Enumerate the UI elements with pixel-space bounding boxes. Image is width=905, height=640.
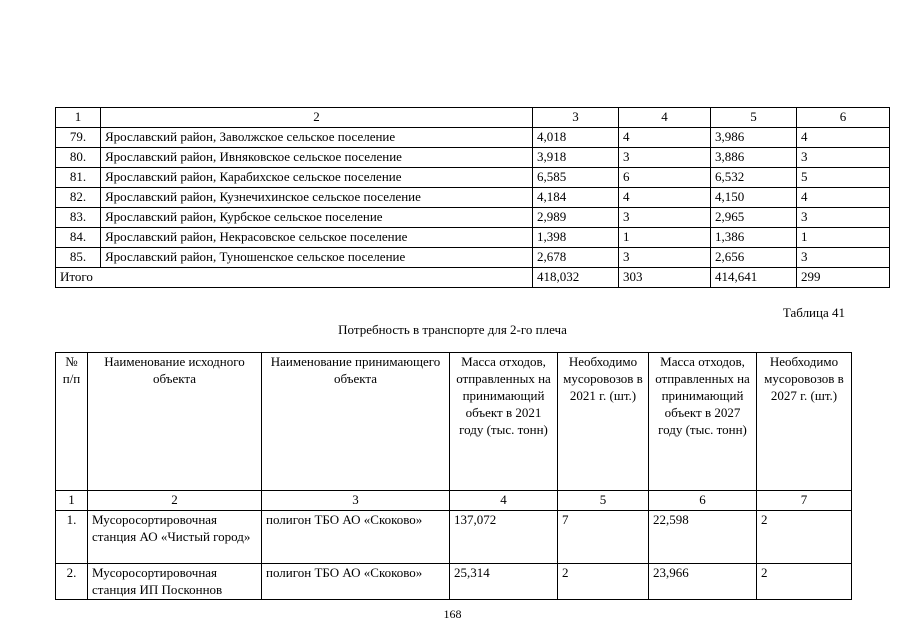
cell-value: 2,965 [711,208,797,228]
table-1-header-cell: 4 [619,108,711,128]
table-row [56,248,890,268]
cell-value: 2,678 [533,248,619,268]
total-value: 414,641 [711,268,797,288]
table-1-header-cell: 3 [533,108,619,128]
table-1-header-row [56,108,890,128]
cell-value: 4 [619,188,711,208]
table-1 [55,107,890,288]
cell-value: 3 [619,248,711,268]
target-object: полигон ТБО АО «Скоково» [262,511,450,564]
trucks-2021: 2 [558,564,649,600]
column-number: 4 [450,491,558,511]
total-value: 299 [797,268,890,288]
table-2-header-cell: Масса отходов, отправленных на принимающий объект в 2027 году (тыс. тонн) [649,353,757,491]
mass-2027: 23,966 [649,564,757,600]
mass-2021: 25,314 [450,564,558,600]
table-row [56,208,890,228]
total-row [56,268,890,288]
table-2-header-cell: Масса отходов, отправленных на принимающий объект в 2021 году (тыс. тонн) [450,353,558,491]
table-1-header-cell: 5 [711,108,797,128]
cell-value: 1 [797,228,890,248]
table-2-number-row [56,491,852,511]
cell-value: 1,398 [533,228,619,248]
settlement-name: Ярославский район, Карабихское сельское поселение [101,168,533,188]
mass-2027: 22,598 [649,511,757,564]
settlement-name: Ярославский район, Кузнечихинское сельское поселение [101,188,533,208]
trucks-2021: 7 [558,511,649,564]
table-row [56,128,890,148]
row-number: 79. [56,128,101,148]
table-2-header-cell: Наименование исходного объекта [88,353,262,491]
table-1-header-cell: 1 [56,108,101,128]
table-2-header-row [56,353,852,491]
cell-value: 6 [619,168,711,188]
table-row [56,148,890,168]
cell-value: 4,018 [533,128,619,148]
mass-2021: 137,072 [450,511,558,564]
row-number: 2. [56,564,88,600]
table-row [56,564,852,600]
total-value: 418,032 [533,268,619,288]
total-value: 303 [619,268,711,288]
cell-value: 2,989 [533,208,619,228]
cell-value: 5 [797,168,890,188]
row-number: 81. [56,168,101,188]
cell-value: 3,986 [711,128,797,148]
cell-value: 4 [797,188,890,208]
row-number: 84. [56,228,101,248]
table-2-header-cell: Наименование принимающего объекта [262,353,450,491]
row-number: 85. [56,248,101,268]
cell-value: 3 [797,208,890,228]
table-2-header-cell: Необходимо мусоровозов в 2027 г. (шт.) [757,353,852,491]
table-2-header-cell: № п/п [56,353,88,491]
column-number: 5 [558,491,649,511]
column-number: 7 [757,491,852,511]
total-label: Итого [56,268,533,288]
table-row [56,168,890,188]
settlement-name: Ярославский район, Ивняковское сельское поселение [101,148,533,168]
page-number: 168 [443,607,462,621]
cell-value: 3 [619,208,711,228]
table-1-header-cell: 2 [101,108,533,128]
column-number: 3 [262,491,450,511]
table-caption-label: Таблица 41 [782,305,845,320]
row-number: 1. [56,511,88,564]
target-object: полигон ТБО АО «Скоково» [262,564,450,600]
cell-value: 3,886 [711,148,797,168]
table-row [56,188,890,208]
trucks-2027: 2 [757,511,852,564]
cell-value: 6,585 [533,168,619,188]
settlement-name: Ярославский район, Некрасовское сельское поселение [101,228,533,248]
cell-value: 3,918 [533,148,619,168]
cell-value: 4 [619,128,711,148]
row-number: 82. [56,188,101,208]
column-number: 2 [88,491,262,511]
table-caption-title: Потребность в транспорте для 2-го плеча [338,322,567,337]
cell-value: 3 [797,248,890,268]
cell-value: 4 [797,128,890,148]
row-number: 83. [56,208,101,228]
cell-value: 1,386 [711,228,797,248]
cell-value: 3 [619,148,711,168]
cell-value: 4,184 [533,188,619,208]
source-object: Мусоросортировочная станция ИП Посконнов [88,564,262,600]
column-number: 6 [649,491,757,511]
table-row [56,511,852,564]
cell-value: 1 [619,228,711,248]
table-2 [55,352,852,600]
trucks-2027: 2 [757,564,852,600]
table-2-header-cell: Необходимо мусоровозов в 2021 г. (шт.) [558,353,649,491]
table-1-header-cell: 6 [797,108,890,128]
row-number: 80. [56,148,101,168]
settlement-name: Ярославский район, Курбское сельское поселение [101,208,533,228]
cell-value: 3 [797,148,890,168]
table-row [56,228,890,248]
source-object: Мусоросортировочная станция АО «Чистый город» [88,511,262,564]
cell-value: 2,656 [711,248,797,268]
settlement-name: Ярославский район, Заволжское сельское поселение [101,128,533,148]
settlement-name: Ярославский район, Туношенское сельское поселение [101,248,533,268]
column-number: 1 [56,491,88,511]
cell-value: 4,150 [711,188,797,208]
cell-value: 6,532 [711,168,797,188]
